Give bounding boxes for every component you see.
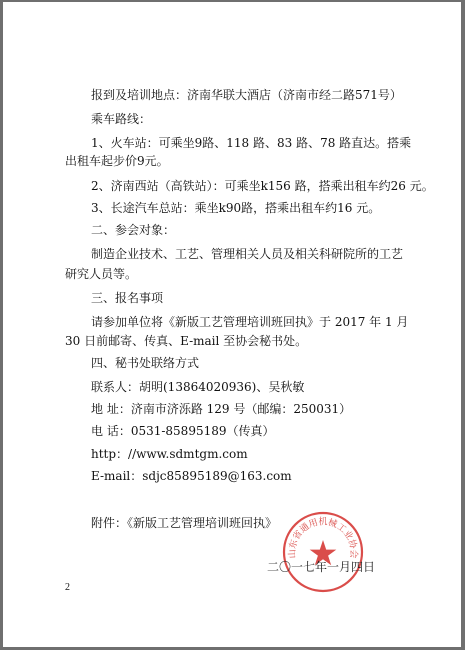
route-train: 1、火车站：可乘坐9路、118 路、83 路、78 路直达。搭乘 xyxy=(91,136,412,150)
attendees-cont: 研究人员等。 xyxy=(65,267,138,281)
attendees-text: 制造企业技术、工艺、管理相关人员及相关科研院所的工艺 xyxy=(91,247,404,261)
page-number: 2 xyxy=(65,582,70,593)
route-train-cont: 出租车起步价9元。 xyxy=(65,154,169,168)
route-west-station: 2、济南西站（高铁站）：可乘坐k156 路，搭乘出租车约26 元。 xyxy=(91,179,434,193)
official-seal-stamp xyxy=(281,510,365,594)
route-heading: 乘车路线： xyxy=(91,112,152,126)
document-date: 二〇一七年一月四日 xyxy=(267,560,376,574)
contact-email[interactable]: E-mail：sdjc85895189@163.com xyxy=(91,469,292,483)
section-contact: 四、秘书处联络方式 xyxy=(91,356,200,370)
route-bus-station: 3、长途汽车总站：乘坐k90路，搭乘出租车约16 元。 xyxy=(91,201,381,215)
contact-website[interactable]: http：//www.sdmtgm.com xyxy=(91,447,248,461)
registration-cont: 30 日前邮寄、传真、E-mail 至协会秘书处。 xyxy=(65,334,308,348)
attachment-line: 附件：《新版工艺管理培训班回执》 xyxy=(91,516,278,530)
contact-phone: 电 话：0531-85895189（传真） xyxy=(91,424,275,438)
section-registration: 三、报名事项 xyxy=(91,291,164,305)
document-page xyxy=(3,2,461,647)
contact-address: 地 址：济南市济泺路 129 号（邮编：250031） xyxy=(91,402,352,416)
section-attendees: 二、参会对象： xyxy=(91,223,176,237)
svg-text:山东省通用机械工业协会: 山东省通用机械工业协会 xyxy=(287,517,359,559)
contact-person: 联系人：胡明(13864020936)、吴秋敏 xyxy=(91,380,305,394)
registration-text: 请参加单位将《新版工艺管理培训班回执》于 2017 年 1 月 xyxy=(91,315,409,329)
venue-line: 报到及培训地点：济南华联大酒店（济南市经二路571号） xyxy=(91,88,402,102)
